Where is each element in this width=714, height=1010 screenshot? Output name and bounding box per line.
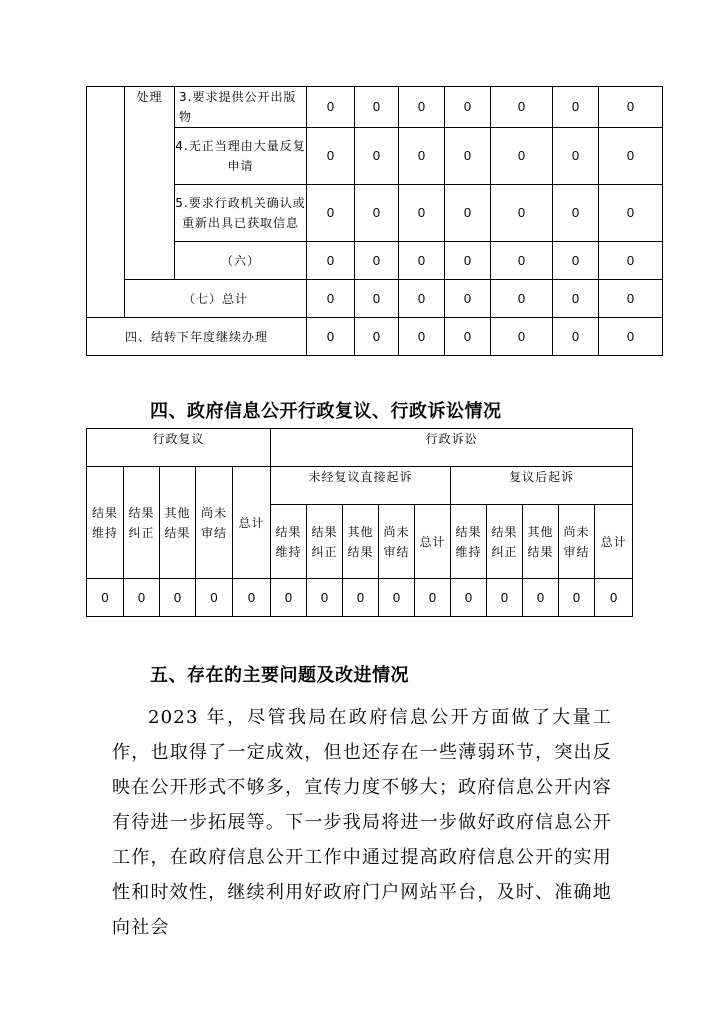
table-cell: 0 [307,242,355,280]
row-label-item3: 3.要求提供公开出版物 [175,87,307,128]
table-cell: 0 [399,128,445,185]
row-label-carry-over: 四、结转下年度继续办理 [87,318,307,356]
table-cell: 0 [355,185,399,242]
table-cell: 0 [307,318,355,356]
table-cell: 0 [599,185,663,242]
review-sub-header: 总计 [233,467,271,579]
table-cell: 0 [553,87,599,128]
table-cell: 0 [599,318,663,356]
review-sub-header: 其他结果 [160,467,196,579]
table-cell: 0 [451,579,487,617]
row-label-item4: 4.无正当理由大量反复申请 [175,128,307,185]
section-5-title: 五、存在的主要问题及改进情况 [150,665,409,686]
table-cell: 0 [399,280,445,318]
table-cell: 0 [355,242,399,280]
table-cell: 0 [399,185,445,242]
direct-suit-sub-header: 尚未审结 [379,505,415,579]
row-label-item5: 5.要求行政机关确认或重新出具已获取信息 [175,185,307,242]
after-review-sub-header: 总计 [595,505,633,579]
direct-suit-sub-header: 结果维持 [271,505,307,579]
table-cell: 0 [559,579,595,617]
direct-suit-header: 未经复议直接起诉 [271,467,451,505]
after-review-sub-header: 尚未审结 [559,505,595,579]
table-cell: 0 [233,579,271,617]
after-review-sub-header: 结果维持 [451,505,487,579]
admin-review-header: 行政复议 [87,429,271,467]
table-cell: 0 [491,185,553,242]
review-sub-header: 尚未审结 [196,467,233,579]
table-cell: 0 [553,318,599,356]
section-5-paragraph: 2023 年，尽管我局在政府信息公开方面做了大量工作，也取得了一定成效，但也还存在一些薄弱环节，突出反映在公开形式不够多，宣传力度不够大；政府信息公开内容有待进一步拓展等。下一步我局将进一步做好政府信息公开工作，在政府信息公开工作中通过提高政府信息公开的实用性和时效性，继续利用好政府门户网站平台，及时、准确地向社会 [112,707,612,938]
table-cell: 0 [355,87,399,128]
table-cell: 0 [445,128,491,185]
row-label-item6-number: （六） [175,242,307,280]
table-cell: 0 [599,242,663,280]
table-cell: 0 [196,579,233,617]
table-cell: 0 [595,579,633,617]
review-sub-header: 结果纠正 [124,467,160,579]
blank-left-cell [87,87,125,318]
table-cell: 0 [399,87,445,128]
table-cell: 0 [160,579,196,617]
table-cell: 0 [415,579,451,617]
table-cell: 0 [599,87,663,128]
processing-label: 处理 [125,87,175,280]
table-cell: 0 [491,128,553,185]
table-cell: 0 [124,579,160,617]
table-cell: 0 [491,87,553,128]
table-cell: 0 [523,579,559,617]
table-cell: 0 [399,242,445,280]
table-cell: 0 [599,280,663,318]
table-cell: 0 [553,242,599,280]
table-cell: 0 [307,87,355,128]
table-cell: 0 [271,579,307,617]
table-cell: 0 [553,185,599,242]
table-cell: 0 [491,280,553,318]
table-cell: 0 [355,318,399,356]
table-cell: 0 [399,318,445,356]
table-cell: 0 [87,579,124,617]
table-cell: 0 [445,87,491,128]
after-review-header: 复议后起诉 [451,467,633,505]
row-label-total: （七）总计 [125,280,307,318]
review-sub-header: 结果维持 [87,467,124,579]
after-review-sub-header: 结果纠正 [487,505,523,579]
table-cell: 0 [599,128,663,185]
table-cell: 0 [343,579,379,617]
table-cell: 0 [553,128,599,185]
table-cell: 0 [379,579,415,617]
table-cell: 0 [307,185,355,242]
admin-litigation-header: 行政诉讼 [271,429,633,467]
after-review-sub-header: 其他结果 [523,505,559,579]
table-cell: 0 [307,280,355,318]
table-cell: 0 [445,318,491,356]
processing-results-table [86,86,663,356]
table-cell: 0 [355,280,399,318]
table-cell: 0 [307,579,343,617]
review-litigation-table [86,428,633,617]
table-cell: 0 [445,280,491,318]
direct-suit-sub-header: 结果纠正 [307,505,343,579]
table-cell: 0 [491,242,553,280]
table-cell: 0 [307,128,355,185]
table-cell: 0 [491,318,553,356]
table-cell: 0 [553,280,599,318]
table-cell: 0 [487,579,523,617]
table-cell: 0 [445,185,491,242]
table-cell: 0 [355,128,399,185]
table-cell: 0 [445,242,491,280]
section-5-body [112,700,612,945]
section-4-title: 四、政府信息公开行政复议、行政诉讼情况 [150,401,502,422]
direct-suit-sub-header: 总计 [415,505,451,579]
direct-suit-sub-header: 其他结果 [343,505,379,579]
